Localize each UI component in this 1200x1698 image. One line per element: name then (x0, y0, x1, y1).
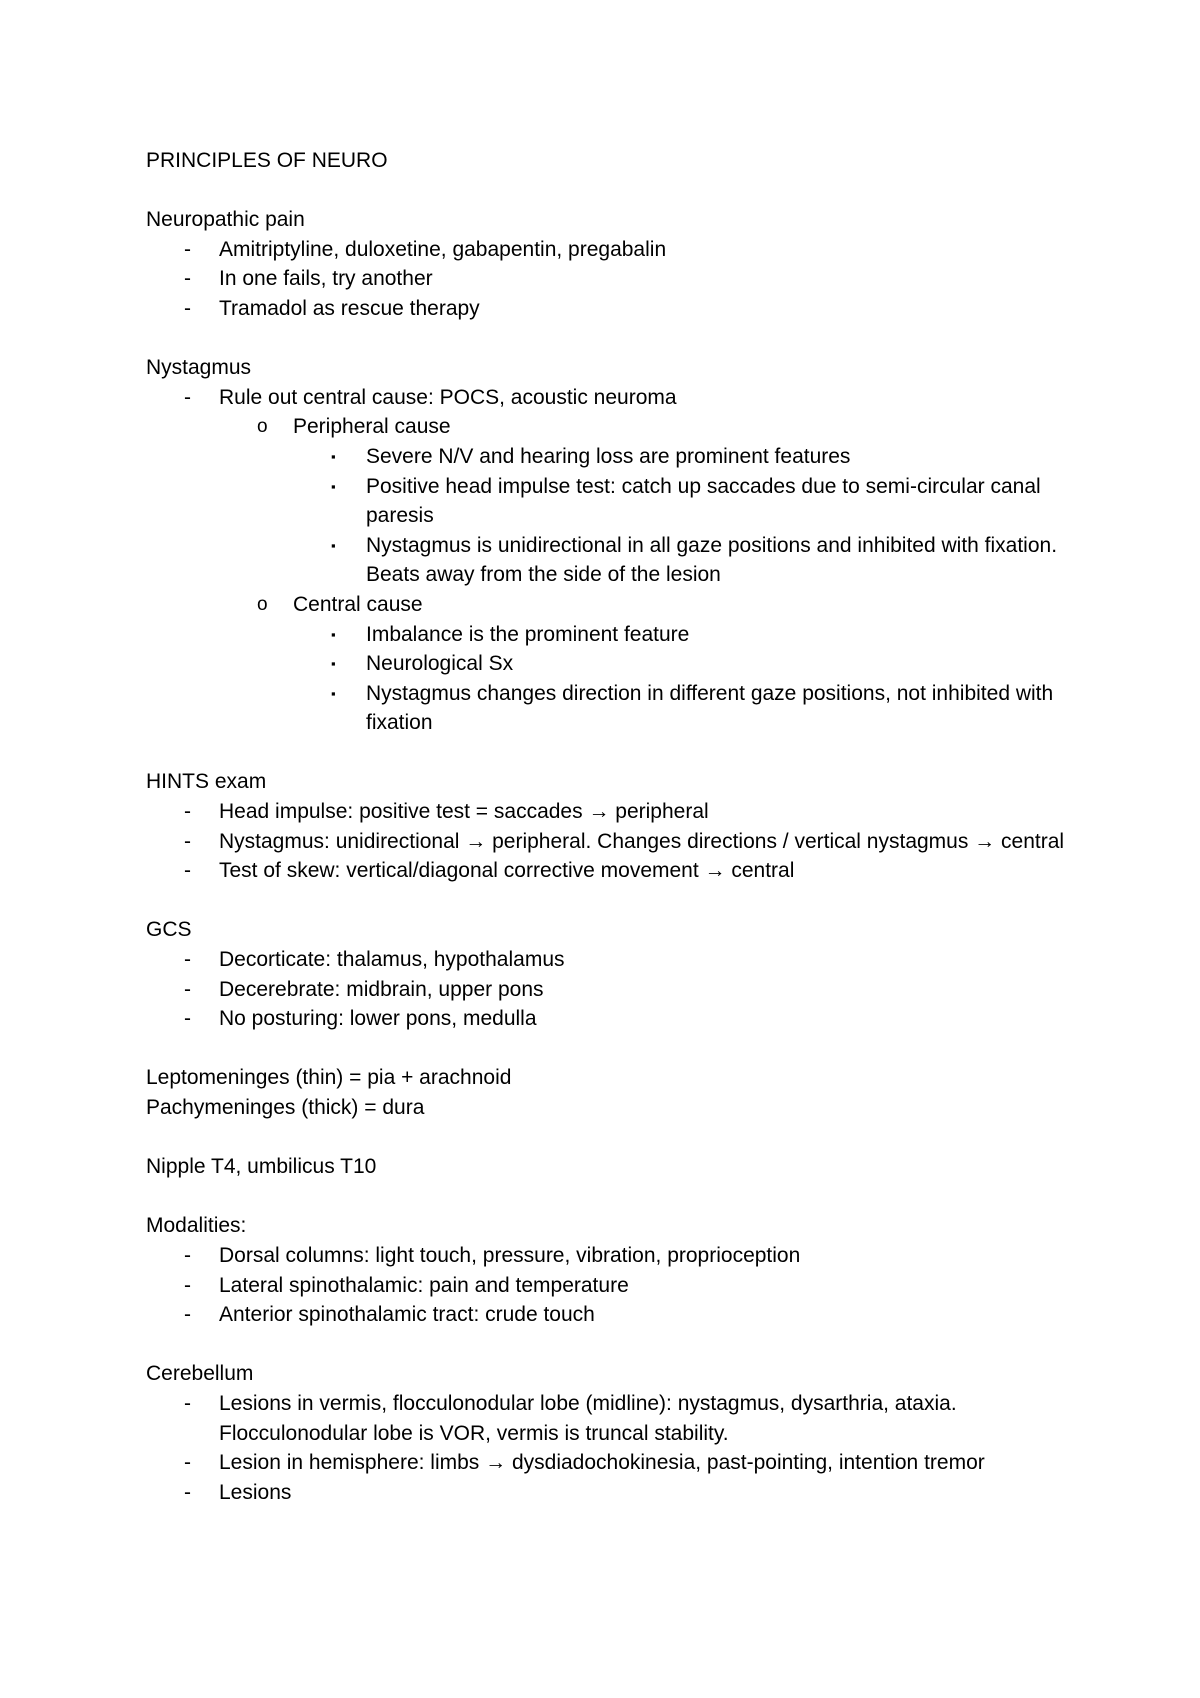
list-item (146, 1271, 1076, 1301)
dash-bullet: - (184, 1243, 191, 1267)
list-item-text: Decorticate: thalamus, hypothalamus (219, 948, 565, 972)
list-item (146, 1300, 1076, 1330)
blank-line (146, 176, 1076, 206)
list-item-text: Lesion in hemisphere: limbs → dysdiadochokinesia, past-pointing, intention tremor (219, 1451, 985, 1475)
dash-bullet: - (184, 1451, 191, 1475)
list-item-text: Dorsal columns: light touch, pressure, vibration, proprioception (219, 1243, 801, 1267)
document-body (146, 146, 1076, 1507)
list-item-text: Head impulse: positive test = saccades → peripheral (219, 800, 709, 824)
list-item (146, 1389, 1076, 1448)
list-item (146, 975, 1076, 1005)
list-item (146, 945, 1076, 975)
sub-sub-list-item (146, 679, 1076, 738)
sub-sub-list-item-text: Neurological Sx (366, 652, 514, 676)
blank-line (146, 738, 1076, 768)
square-bullet: ▪ (331, 478, 336, 494)
sub-sub-list-item (146, 442, 1076, 472)
blank-line (146, 324, 1076, 354)
square-bullet: ▪ (331, 685, 336, 701)
sub-list-item (146, 590, 1076, 620)
list-item (146, 797, 1076, 827)
list-item-text: Lesions (219, 1480, 292, 1504)
square-bullet: ▪ (331, 626, 336, 642)
sub-sub-list-item (146, 620, 1076, 650)
document-title: PRINCIPLES OF NEURO (146, 149, 388, 172)
list-item (146, 1448, 1076, 1478)
sub-list-item-text: Central cause (293, 592, 423, 616)
list-item-text: Test of skew: vertical/diagonal corrective movement → central (219, 859, 795, 883)
blank-line (146, 1330, 1076, 1360)
dash-bullet: - (184, 385, 191, 409)
square-bullet: ▪ (331, 537, 336, 553)
section-heading-cerebellum: Cerebellum (146, 1362, 254, 1386)
list-item-text: No posturing: lower pons, medulla (219, 1007, 537, 1031)
section-heading-gcs: GCS (146, 918, 192, 942)
blank-line (146, 1182, 1076, 1212)
leptomeninges-line: Leptomeninges (thin) = pia + arachnoid (146, 1066, 512, 1090)
blank-line (146, 1123, 1076, 1153)
list-item-text: Rule out central cause: POCS, acoustic neuroma (219, 385, 677, 409)
dash-bullet: - (184, 829, 191, 853)
blank-line (146, 1034, 1076, 1064)
dermatome-line: Nipple T4, umbilicus T10 (146, 1155, 377, 1179)
list-item (146, 1241, 1076, 1271)
circle-bullet: o (257, 416, 268, 438)
sub-sub-list-item-text: Severe N/V and hearing loss are prominent features (366, 444, 851, 468)
list-item-text: Anterior spinothalamic tract: crude touch (219, 1303, 595, 1327)
sub-sub-list-item (146, 472, 1076, 531)
dash-bullet: - (184, 1480, 191, 1504)
section-heading-neuropathic-pain: Neuropathic pain (146, 208, 305, 232)
list-item (146, 856, 1076, 886)
dash-bullet: - (184, 1303, 191, 1327)
dash-bullet: - (184, 1273, 191, 1297)
dash-bullet: - (184, 800, 191, 824)
dash-bullet: - (184, 1007, 191, 1031)
list-item-text: In one fails, try another (219, 267, 433, 291)
sub-sub-list-item-text: Nystagmus changes direction in different gaze positions, not inhibited with fixation (366, 681, 1054, 735)
list-item-text: Decerebrate: midbrain, upper pons (219, 977, 544, 1001)
list-item-text: Lateral spinothalamic: pain and temperature (219, 1273, 629, 1297)
sub-list-item (146, 412, 1076, 442)
list-item (146, 1004, 1076, 1034)
sub-sub-list-item-text: Positive head impulse test: catch up saccades due to semi-circular canal paresis (366, 474, 1041, 528)
list-item (146, 264, 1076, 294)
list-item-text: Lesions in vermis, flocculonodular lobe (midline): nystagmus, dysarthria, ataxia. Flocculonodular lobe is VOR, vermis is truncal stability. (219, 1391, 957, 1445)
section-heading-nystagmus: Nystagmus (146, 356, 252, 380)
dash-bullet: - (184, 859, 191, 883)
square-bullet: ▪ (331, 448, 336, 464)
section-heading-modalities: Modalities: (146, 1214, 247, 1238)
dash-bullet: - (184, 948, 191, 972)
list-item (146, 235, 1076, 265)
list-item-text: Tramadol as rescue therapy (219, 296, 480, 320)
list-item-text: Nystagmus: unidirectional → peripheral. Changes directions / vertical nystagmus → central (219, 829, 1065, 853)
section-heading-hints-exam: HINTS exam (146, 770, 267, 794)
blank-line (146, 886, 1076, 916)
sub-sub-list-item-text: Nystagmus is unidirectional in all gaze positions and inhibited with fixation. Beats away from the side of the lesion (366, 533, 1058, 587)
sub-sub-list-item (146, 649, 1076, 679)
square-bullet: ▪ (331, 656, 336, 672)
list-item (146, 383, 1076, 413)
list-item-text: Amitriptyline, duloxetine, gabapentin, pregabalin (219, 237, 667, 261)
dash-bullet: - (184, 237, 191, 261)
pachymeninges-line: Pachymeninges (thick) = dura (146, 1096, 425, 1119)
dash-bullet: - (184, 296, 191, 320)
list-item (146, 294, 1076, 324)
dash-bullet: - (184, 1391, 191, 1415)
list-item (146, 1478, 1076, 1508)
sub-sub-list-item (146, 531, 1076, 590)
sub-list-item-text: Peripheral cause (293, 415, 451, 439)
list-item (146, 827, 1076, 857)
circle-bullet: o (257, 593, 268, 615)
dash-bullet: - (184, 977, 191, 1001)
sub-sub-list-item-text: Imbalance is the prominent feature (366, 622, 690, 646)
dash-bullet: - (184, 267, 191, 291)
